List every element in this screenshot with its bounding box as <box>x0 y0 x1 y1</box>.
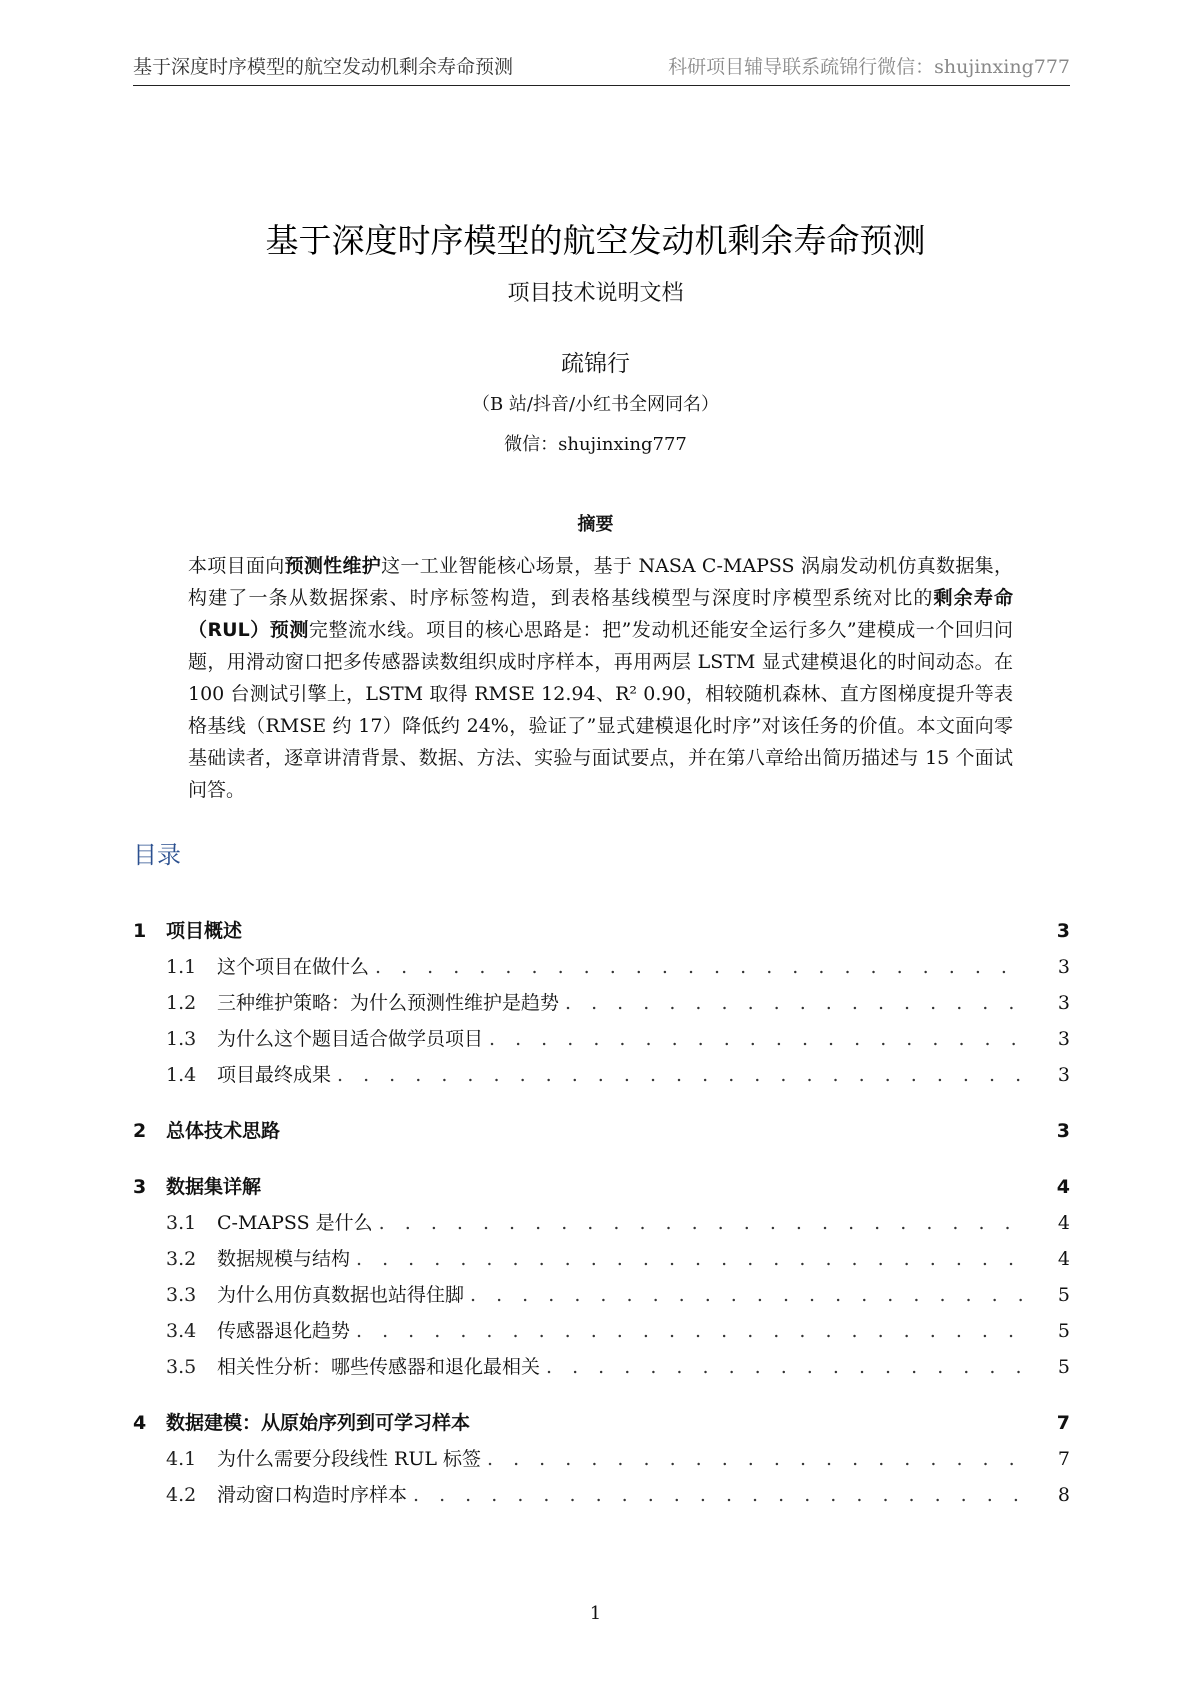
toc-subsection-label: 为什么这个题目适合做学员项目 <box>217 1028 484 1050</box>
toc-section-number: 4 <box>133 1412 147 1434</box>
toc-section-page: 4 <box>1056 1176 1070 1198</box>
page-number: 1 <box>589 1603 602 1624</box>
toc-section-3[interactable] <box>133 1172 1070 1208</box>
toc-section-page: 3 <box>1056 1120 1070 1142</box>
author-name: 疏锦行 <box>561 351 630 377</box>
abstract-heading: 摘要 <box>577 514 614 535</box>
abstract-text: 本项目面向 <box>188 555 285 577</box>
toc-section-number: 2 <box>133 1120 147 1142</box>
toc-section-page: 7 <box>1056 1412 1070 1434</box>
toc-subsection-number: 4.2 <box>166 1484 197 1506</box>
toc-leader-dots <box>546 1356 1022 1378</box>
toc-subsection-page: 5 <box>1057 1320 1070 1342</box>
toc-subsection-number: 3.4 <box>166 1320 197 1342</box>
abstract-text: 完整流水线。项目的核心思路是：把”发动机还能安全运行多久”建模成一个回归问题，用滑动窗口把多传感器读数组织成时序样本，再用两层 LSTM 显式建模退化的时间动态。在 100 台测试引擎上，LSTM 取得 RMSE 12.94、R² 0.90，相较随机森林、直方图梯度提升等表格基线（RMSE 约 17）降低约 24%，验证了”显式建模退化时序”对该任务的价值。本文面向零基础读者，逐章讲清背景、数据、方法、实验与面试要点，并在第八章给出简历描述与 15 个面试问答。 <box>188 619 1013 801</box>
toc-subsection-label: 为什么用仿真数据也站得住脚 <box>217 1284 465 1306</box>
toc-subsection-label: 为什么需要分段线性 RUL 标签 <box>217 1448 482 1470</box>
toc-subsection-3-2[interactable] <box>133 1244 1070 1280</box>
document-title: 基于深度时序模型的航空发动机剩余寿命预测 <box>265 221 926 260</box>
toc-subsection-number: 1.2 <box>166 992 197 1014</box>
toc-section-1[interactable] <box>133 916 1070 952</box>
toc-subsection-1-3[interactable] <box>133 1024 1070 1060</box>
abstract-emphasis: 预测性维护 <box>284 555 382 577</box>
toc-leader-dots <box>356 1248 1022 1270</box>
toc-subsection-page: 4 <box>1057 1248 1070 1270</box>
toc-leader-dots <box>379 1212 1022 1234</box>
toc-subsection-label: 滑动窗口构造时序样本 <box>217 1484 408 1506</box>
toc-subsection-3-1[interactable] <box>133 1208 1070 1244</box>
toc-subsection-1-1[interactable] <box>133 952 1070 988</box>
toc-subsection-label: 传感器退化趋势 <box>217 1320 351 1342</box>
toc-subsection-label: 项目最终成果 <box>217 1064 332 1086</box>
toc-subsection-label: 这个项目在做什么 <box>217 956 370 978</box>
toc-section-number: 1 <box>133 920 147 942</box>
toc-subsection-page: 4 <box>1057 1212 1070 1234</box>
toc-subsection-number: 3.1 <box>166 1212 197 1234</box>
toc-subsection-number: 3.5 <box>166 1356 197 1378</box>
toc-leader-dots <box>565 992 1022 1014</box>
toc-subsection-page: 5 <box>1057 1356 1070 1378</box>
toc-subsection-number: 3.3 <box>166 1284 197 1306</box>
toc-leader-dots <box>470 1284 1022 1306</box>
toc-subsection-number: 3.2 <box>166 1248 197 1270</box>
abstract-body <box>188 550 1013 806</box>
toc-section-2[interactable] <box>133 1116 1070 1152</box>
document-subtitle: 项目技术说明文档 <box>507 281 684 306</box>
toc-subsection-4-1[interactable] <box>133 1444 1070 1480</box>
toc-section-number: 3 <box>133 1176 147 1198</box>
toc-section-label: 数据集详解 <box>166 1176 262 1198</box>
toc-subsection-3-5[interactable] <box>133 1352 1070 1388</box>
toc-heading: 目录 <box>133 841 181 869</box>
toc-subsection-number: 1.3 <box>166 1028 197 1050</box>
abstract-emphasis: 剩余寿命（RUL）预测 <box>188 587 1013 641</box>
toc-section-4[interactable] <box>133 1408 1070 1444</box>
toc-leader-dots <box>337 1064 1022 1086</box>
toc-leader-dots <box>413 1484 1022 1506</box>
abstract-text: 这一工业智能核心场景，基于 NASA C-MAPSS 涡扇发动机仿真数据集，构建了一条从数据探索、时序标签构造，到表格基线模型与深度时序模型系统对比的 <box>188 555 1013 609</box>
running-header <box>133 50 1070 86</box>
author-wechat: 微信：shujinxing777 <box>504 434 687 455</box>
author-note: （B 站/抖音/小红书全网同名） <box>471 394 720 415</box>
toc-subsection-1-4[interactable] <box>133 1060 1070 1096</box>
toc-section-label: 项目概述 <box>166 920 243 942</box>
toc-subsection-number: 1.1 <box>166 956 197 978</box>
toc-subsection-label: 相关性分析：哪些传感器和退化最相关 <box>217 1356 541 1378</box>
toc-leader-dots <box>356 1320 1022 1342</box>
toc-leader-dots <box>375 956 1022 978</box>
toc-subsection-4-2[interactable] <box>133 1480 1070 1516</box>
toc-leader-dots <box>487 1448 1022 1470</box>
toc-subsection-page: 3 <box>1057 1064 1070 1086</box>
title-block <box>0 215 1191 456</box>
toc-subsection-label: 数据规模与结构 <box>217 1248 351 1270</box>
toc-section-label: 总体技术思路 <box>166 1120 281 1142</box>
toc-leader-dots <box>489 1028 1022 1050</box>
running-header-contact: 科研项目辅导联系疏锦行微信：shujinxing777 <box>668 56 1070 78</box>
toc-subsection-1-2[interactable] <box>133 988 1070 1024</box>
toc-section-label: 数据建模：从原始序列到可学习样本 <box>166 1412 471 1434</box>
toc-subsection-page: 3 <box>1057 956 1070 978</box>
toc-subsection-page: 8 <box>1057 1484 1070 1506</box>
toc-subsection-label: 三种维护策略：为什么预测性维护是趋势 <box>217 992 560 1014</box>
toc-subsection-page: 3 <box>1057 1028 1070 1050</box>
table-of-contents <box>133 916 1070 1516</box>
toc-subsection-3-3[interactable] <box>133 1280 1070 1316</box>
toc-subsection-page: 3 <box>1057 992 1070 1014</box>
running-header-title: 基于深度时序模型的航空发动机剩余寿命预测 <box>133 56 514 78</box>
toc-subsection-number: 4.1 <box>166 1448 197 1470</box>
toc-subsection-number: 1.4 <box>166 1064 197 1086</box>
toc-subsection-page: 7 <box>1057 1448 1070 1470</box>
toc-subsection-label: C-MAPSS 是什么 <box>217 1212 373 1234</box>
toc-section-page: 3 <box>1056 920 1070 942</box>
toc-subsection-3-4[interactable] <box>133 1316 1070 1352</box>
toc-subsection-page: 5 <box>1057 1284 1070 1306</box>
